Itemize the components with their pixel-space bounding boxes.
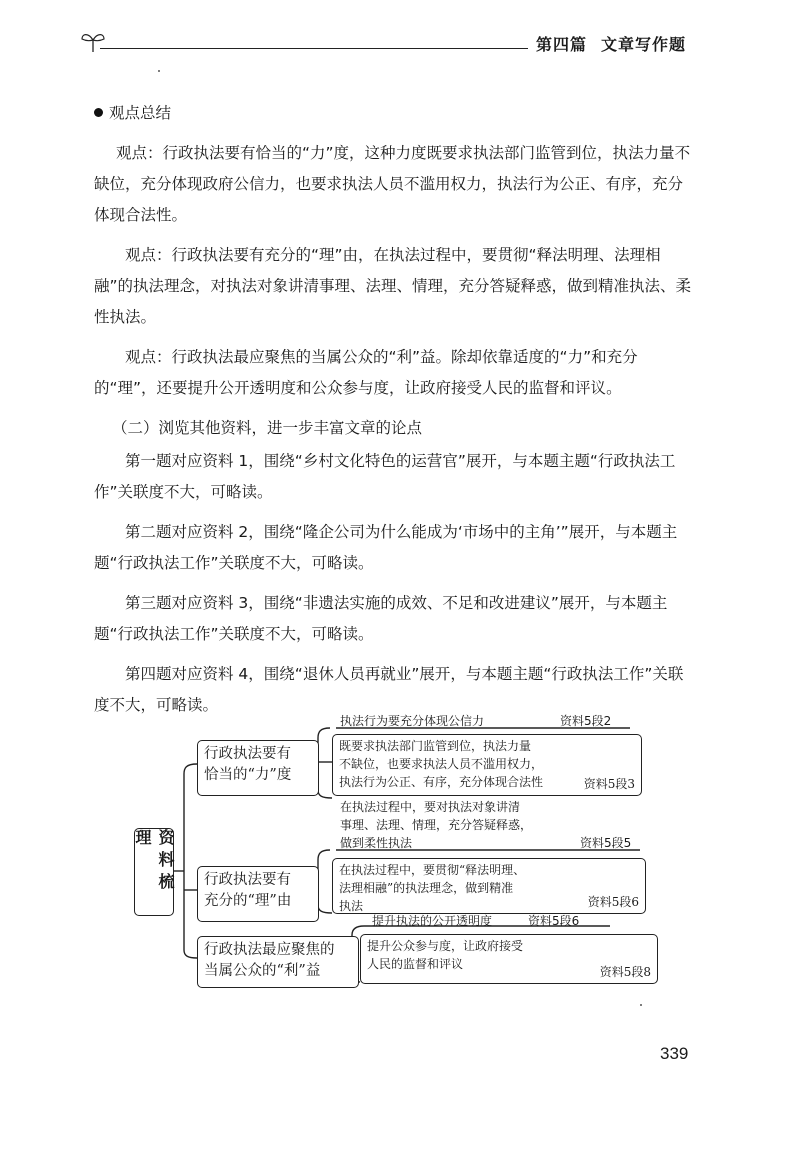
- branch-1-leaf-line-2: 不缺位，也要求执法人员不滥用权力，: [339, 757, 544, 771]
- header-rule: [100, 48, 528, 49]
- header-title: 文章写作题: [601, 35, 687, 54]
- section2-paragraph-3: 第三题对应资料 3，围绕“非遗法实施的成效、不足和改进建议”展开，与本题主题“行政执法工作”关联度不大，可略读。: [94, 594, 668, 643]
- branch-3-note: 提升执法的公开透明度: [372, 914, 493, 928]
- branch-1-note-source: 资料5段2: [560, 714, 612, 728]
- branch-2-leaf-line-2: 法理相融”的执法理念，做到精准: [339, 881, 514, 895]
- branch-2-leaf-line-3: 执法: [339, 899, 364, 913]
- running-header: [536, 32, 700, 55]
- branch-3-note-source: 资料5段6: [528, 914, 580, 928]
- branch-1-leaf-line-1: 既要求执法部门监管到位，执法力量: [339, 739, 532, 753]
- section2-heading: （二）浏览其他资料，进一步丰富文章的论点: [112, 419, 423, 437]
- header-part: 第四篇: [536, 35, 588, 54]
- branch-3-leaf-line-1: 提升公众参与度，让政府接受: [367, 939, 524, 953]
- branch-2-note-source: 资料5段5: [580, 836, 632, 850]
- branch-1-line-2: 恰当的“力”度: [204, 767, 292, 783]
- section2-paragraph-2: 第二题对应资料 2，围绕“隆企公司为什么能成为‘市场中的主角’”展开，与本题主题“行政执法工作”关联度不大，可略读。: [94, 523, 678, 572]
- mindmap-root: [134, 828, 174, 916]
- summary-point-3: 观点：行政执法最应聚焦的当属公众的“利”益。除却依靠适度的“力”和充分的“理”，还要提升公开透明度和公众参与度，让政府接受人民的监督和评议。: [94, 348, 638, 397]
- summary-heading: [94, 98, 694, 129]
- branch-2-note-line-1: 在执法过程中，要对执法对象讲清: [340, 800, 521, 814]
- branch-2-line-1: 行政执法要有: [204, 872, 291, 888]
- mindmap-branch-1: [197, 740, 319, 796]
- branch-3-leaf-line-2: 人民的监督和评议: [367, 957, 464, 971]
- branch-3-leaf: [360, 934, 658, 984]
- summary-section: [94, 98, 694, 721]
- mindmap-root-label: 资料梳理: [133, 829, 175, 895]
- summary-point-2: 观点：行政执法要有充分的“理”由，在执法过程中，要贯彻“释法明理、法理相融”的执法理念，对执法对象讲清事理、法理、情理，充分答疑释惑，做到精准执法、柔性执法。: [94, 246, 692, 326]
- branch-1-leaf-line-3: 执法行为公正、有序，充分体现合法性: [339, 775, 544, 789]
- sprout-icon: [80, 28, 106, 54]
- branch-3-line-1: 行政执法最应聚焦的: [204, 942, 335, 958]
- branch-1-line-1: 行政执法要有: [204, 746, 291, 762]
- page-number: 339: [660, 1044, 689, 1063]
- branch-3-line-2: 当属公众的“利”益: [204, 963, 321, 979]
- mindmap-branch-2: [197, 866, 319, 922]
- branch-2-note-line-3: 做到柔性执法: [340, 836, 413, 850]
- branch-2-leaf-line-1: 在执法过程中，要贯彻“释法明理、: [339, 863, 526, 877]
- branch-2-note-line-2: 事理、法理、情理，充分答疑释惑，: [340, 818, 533, 832]
- branch-2-leaf-source: 资料5段6: [587, 895, 639, 909]
- mindmap-branch-3: [197, 936, 359, 988]
- summary-heading-text: 观点总结: [109, 104, 172, 122]
- section2-paragraph-4: 第四题对应资料 4，围绕“退休人员再就业”展开，与本题主题“行政执法工作”关联度不大，可略读。: [94, 665, 684, 714]
- summary-point-1: 观点：行政执法要有恰当的“力”度，这种力度既要求执法部门监管到位，执法力量不缺位，充分体现政府公信力，也要求执法人员不滥用权力，执法行为公正、有序，充分体现合法性。: [94, 144, 691, 224]
- branch-1-note: 执法行为要充分体现公信力: [340, 714, 485, 728]
- branch-3-leaf-source: 资料5段8: [599, 965, 651, 979]
- branch-2-leaf: [332, 858, 646, 914]
- scan-speck: [158, 70, 160, 72]
- bullet-icon: [94, 108, 103, 117]
- section2-paragraph-1: 第一题对应资料 1，围绕“乡村文化特色的运营官”展开，与本题主题“行政执法工作”关联度不大，可略读。: [94, 452, 676, 501]
- branch-1-leaf: [332, 734, 642, 796]
- branch-1-leaf-source: 资料5段3: [583, 777, 635, 791]
- branch-2-note: [340, 798, 532, 852]
- scan-speck: [640, 1004, 642, 1006]
- branch-2-line-2: 充分的“理”由: [204, 893, 292, 909]
